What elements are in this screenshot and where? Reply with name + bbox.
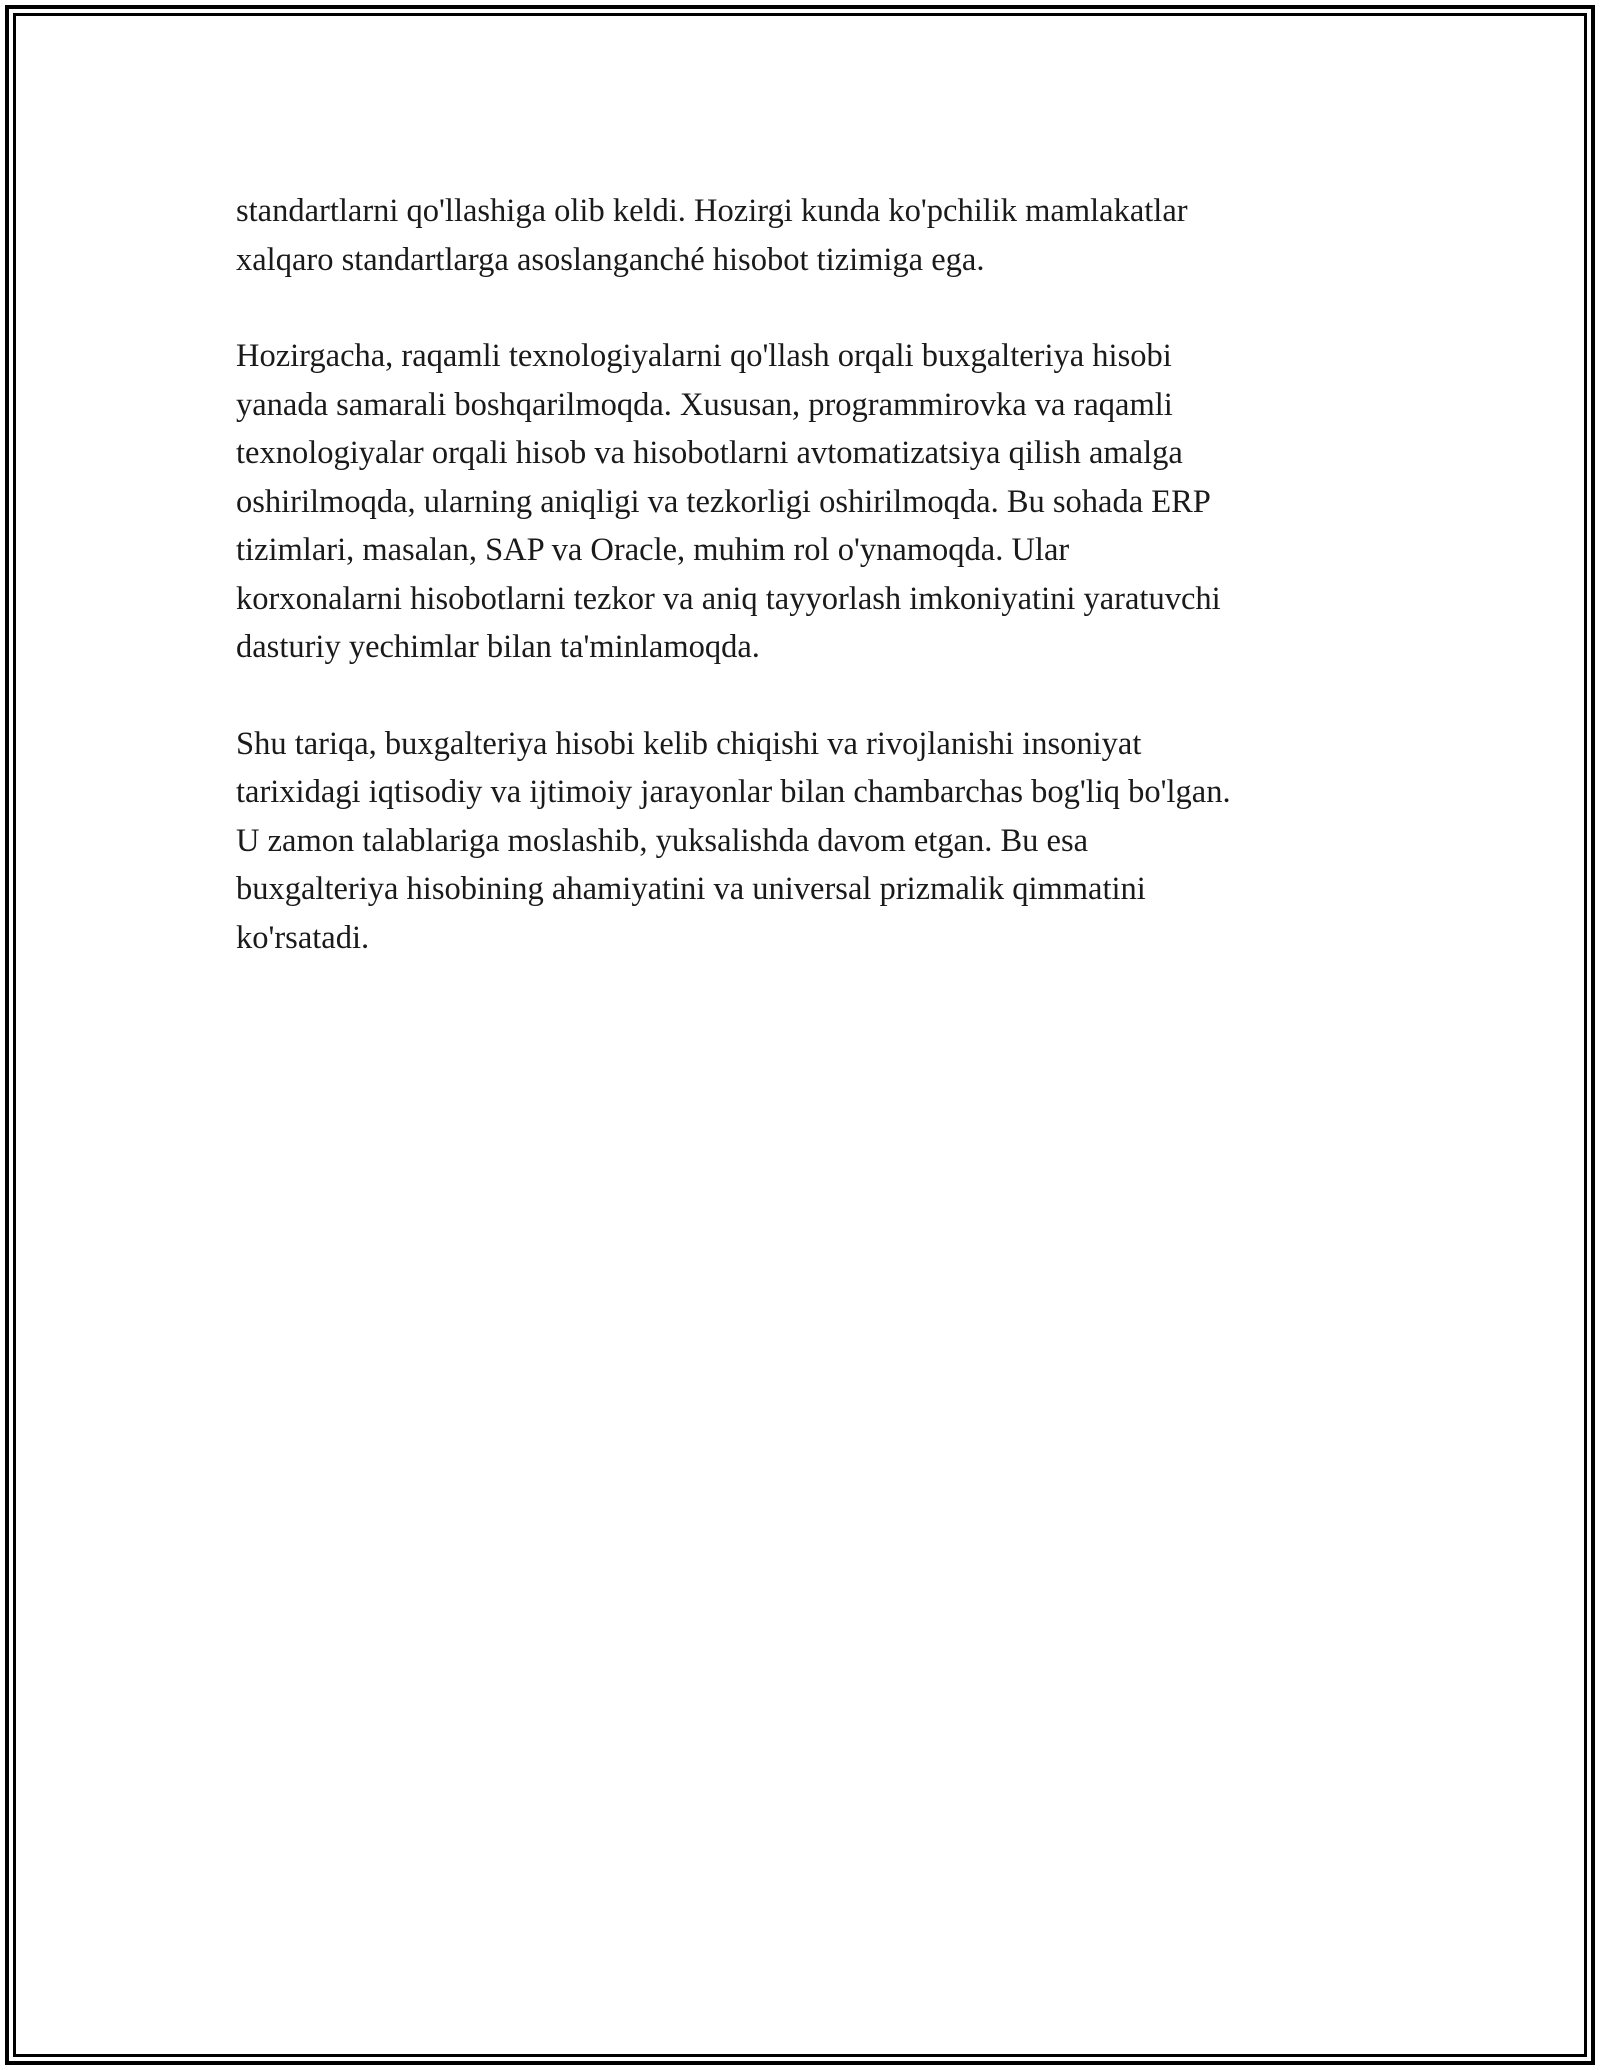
paragraph-digital-technologies: Hozirgacha, raqamli texnologiyalarni qo'llash orqali buxgalteriya hisobi yanada samarali boshqarilmoqda. Xususan, programmirovka va raqamli texnologiyalar orqali hisob va hisobotlarni avtomatizatsiya qilish amalga oshirilmoqda, ularning aniqligi va tezkorligi oshirilmoqda. Bu sohada ERP tizimlari, masalan, SAP va Oracle, muhim rol o'ynamoqda. Ular korxonalarni hisobotlarni tezkor va aniq tayyorlash imkoniyatini yaratuvchi dasturiy yechimlar bilan ta'minlamoqda. (236, 338, 1221, 665)
paragraph-standards: standartlarni qo'llashiga olib keldi. Hozirgi kunda ko'pchilik mamlakatlar xalqaro standartlarga asoslanganché hisobot tizimiga ega. (236, 193, 1188, 278)
paragraph-conclusion: Shu tariqa, buxgalteriya hisobi kelib chiqishi va rivojlanishi insoniyat tarixidagi iqtisodiy va ijtimoiy jarayonlar bilan chambarchas bog'liq bo'lgan. U zamon talablariga moslashib, yuksalishda davom etgan. Bu esa buxgalteriya hisobining ahamiyatini va universal prizmalik qimmatini ko'rsatadi. (236, 725, 1231, 956)
document-body (236, 187, 1366, 1010)
